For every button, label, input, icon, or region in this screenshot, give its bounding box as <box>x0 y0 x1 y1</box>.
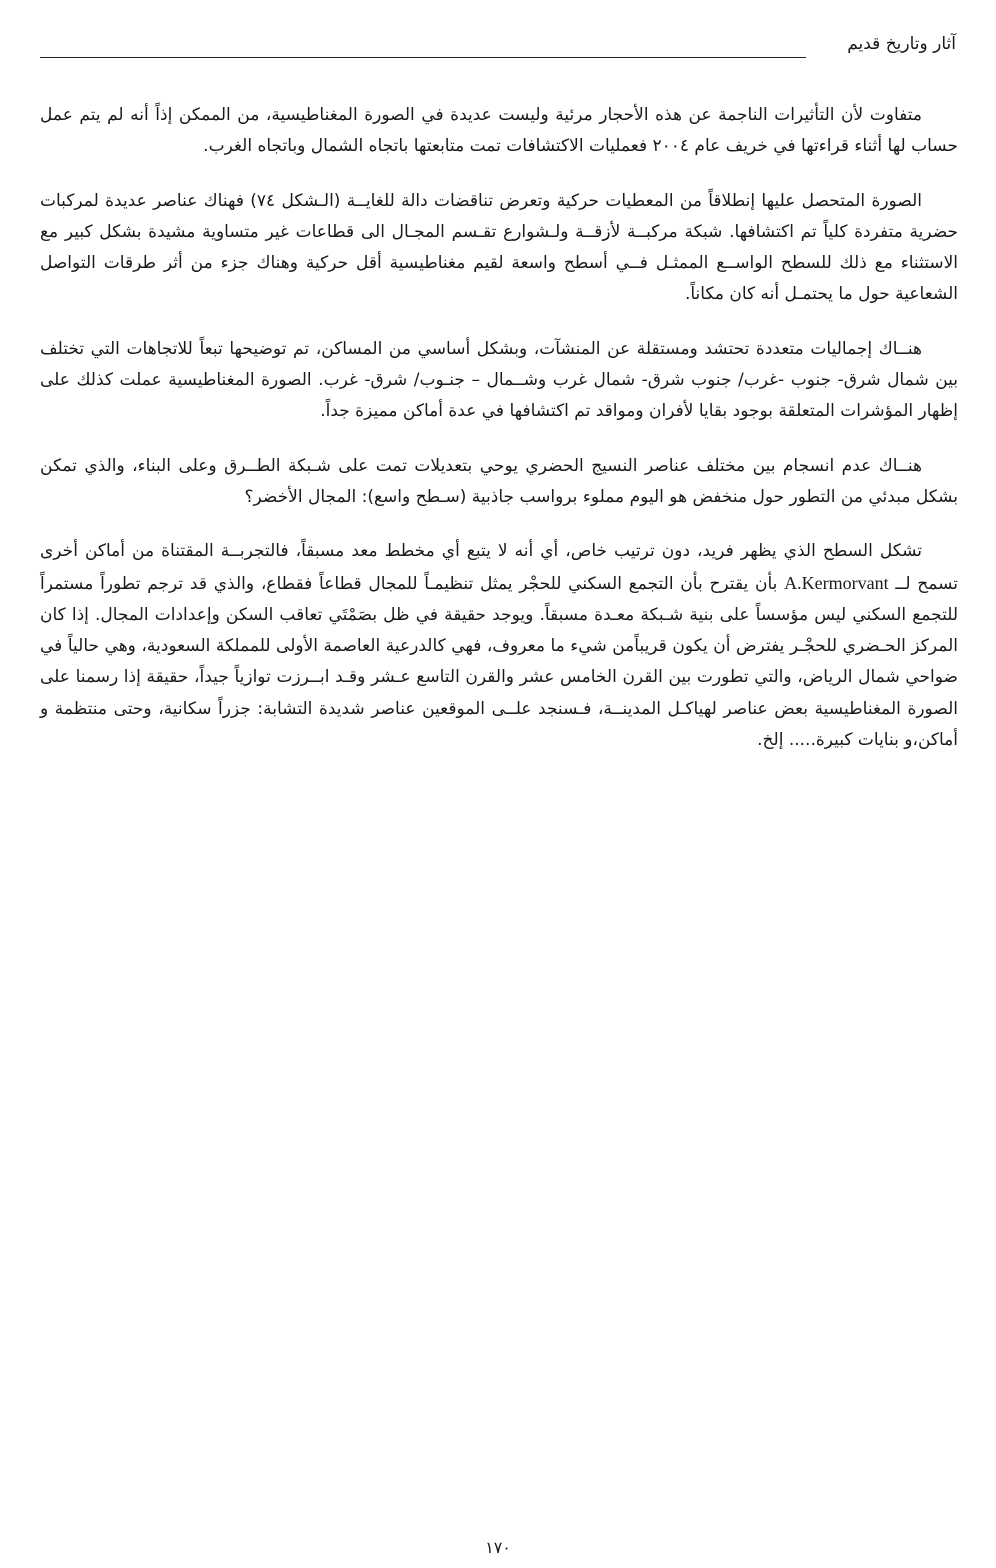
paragraph-3: هنــاك إجماليات متعددة تحتشد ومستقلة عن المنشآت، وبشكل أساسي من المساكن، تم توضيحها تبعاً للاتجاهات التي تختلف بين شمال شرق- جنوب -غرب/ جنوب شرق- شمال غرب وشــمال – جنـوب/ شرق- غرب. الصورة المغناطيسية عملت كذلك على إظهار المؤشرات المتعلقة بوجود بقايا لأفران ومواقد تم اكتشافها في عدة أماكن مميزة جداً. <box>40 338 958 422</box>
running-header <box>40 32 956 62</box>
body-text <box>40 100 958 779</box>
paragraph-1: متفاوت لأن التأثيرات الناجمة عن هذه الأحجار مرئية وليست عديدة في الصورة المغناطيسية، من الممكن إذاً أنه لم يتم عمل حساب لها أثناء قراءتها في خريف عام ٢٠٠٤ فعمليات الاكتشافات تمت متابعتها باتجاه الشمال وباتجاه الغرب. <box>40 105 958 157</box>
paragraph-2: الصورة المتحصل عليها إنطلاقاً من المعطيات حركية وتعرض تناقضات دالة للغايــة (الـشكل ٧٤) فهناك عناصر عديدة لمركبات حضرية متفردة كلياً تم اكتشافها. شبكة مركبــة لأزقــة ولـشوارع تقـسم المجـال الى قطاعات غير متساوية مشيدة بشكل كبير مع الاستثناء مع ذلك للسطح الواســع الممثـل فــي أسطح واسعة لقيم مغناطيسية أقل حركية وهناك جزء من أثر طرقات التواصل الشعاعية حول ما يحتمـل أنه كان مكاناً. <box>40 190 958 305</box>
author-name: A.Kermorvant <box>784 572 889 593</box>
header-rule <box>40 57 806 58</box>
paragraph-5-part-2: بأن يقترح بأن التجمع السكني للحجْر يمثل تنظيمـاً للمجال قطاعاً فقطاع، والذي قد ترجم تطوراً مستمراً للتجمع السكني ليس مؤسساً على بنية شـبكة معـدة مسبقاً. ويوجد حقيقة في ظل بصَمْتَي تعاقب السكن وإعدادات المجال. إذا كان المركز الحـضري للحجْـر يفترض أن يكون قريباًمن شيء ما معروف، فهي كالدرعية العاصمة الأولى للمملكة السعودية، وهي حالياً في ضواحي شمال الرياض، والتي تطورت بين القرن الخامس عشر والقرن التاسع عـشر وقـد ابــرزت توازياً جيداً، حقيقة إذا رسمنا على الصورة المغناطيسية بعض عناصر لهياكـل المدينــة، فـسنجد علــى الموقعين عناصر شديدة التشابة: جزراً سكانية، وحتى منتظمة و أماكن،و بنايات كبيرة..... إلخ. <box>40 573 958 751</box>
header-title: آثار وتاريخ قديم <box>847 34 956 54</box>
paragraph-4: هنــاك عدم انسجام بين مختلف عناصر النسيج الحضري يوحي بتعديلات تمت على شـبكة الطــرق وعلى البناء، والذي تمكن بشكل مبدئي من التطور حول منخفض هو اليوم مملوء برواسب جاذبية (سـطح واسع): المجال الأخضر؟ <box>40 455 958 507</box>
page-number: ١٧٠ <box>485 1538 511 1557</box>
paragraph-5 <box>40 536 958 756</box>
paragraph-5-part-1: تشكل السطح الذي يظهر فريد، دون ترتيب خاص، أي أنه لا يتبع أي مخطط معد مسبقاً، فالتجربــة المقتناة من أماكن أخرى تسمح لــ <box>40 541 958 594</box>
